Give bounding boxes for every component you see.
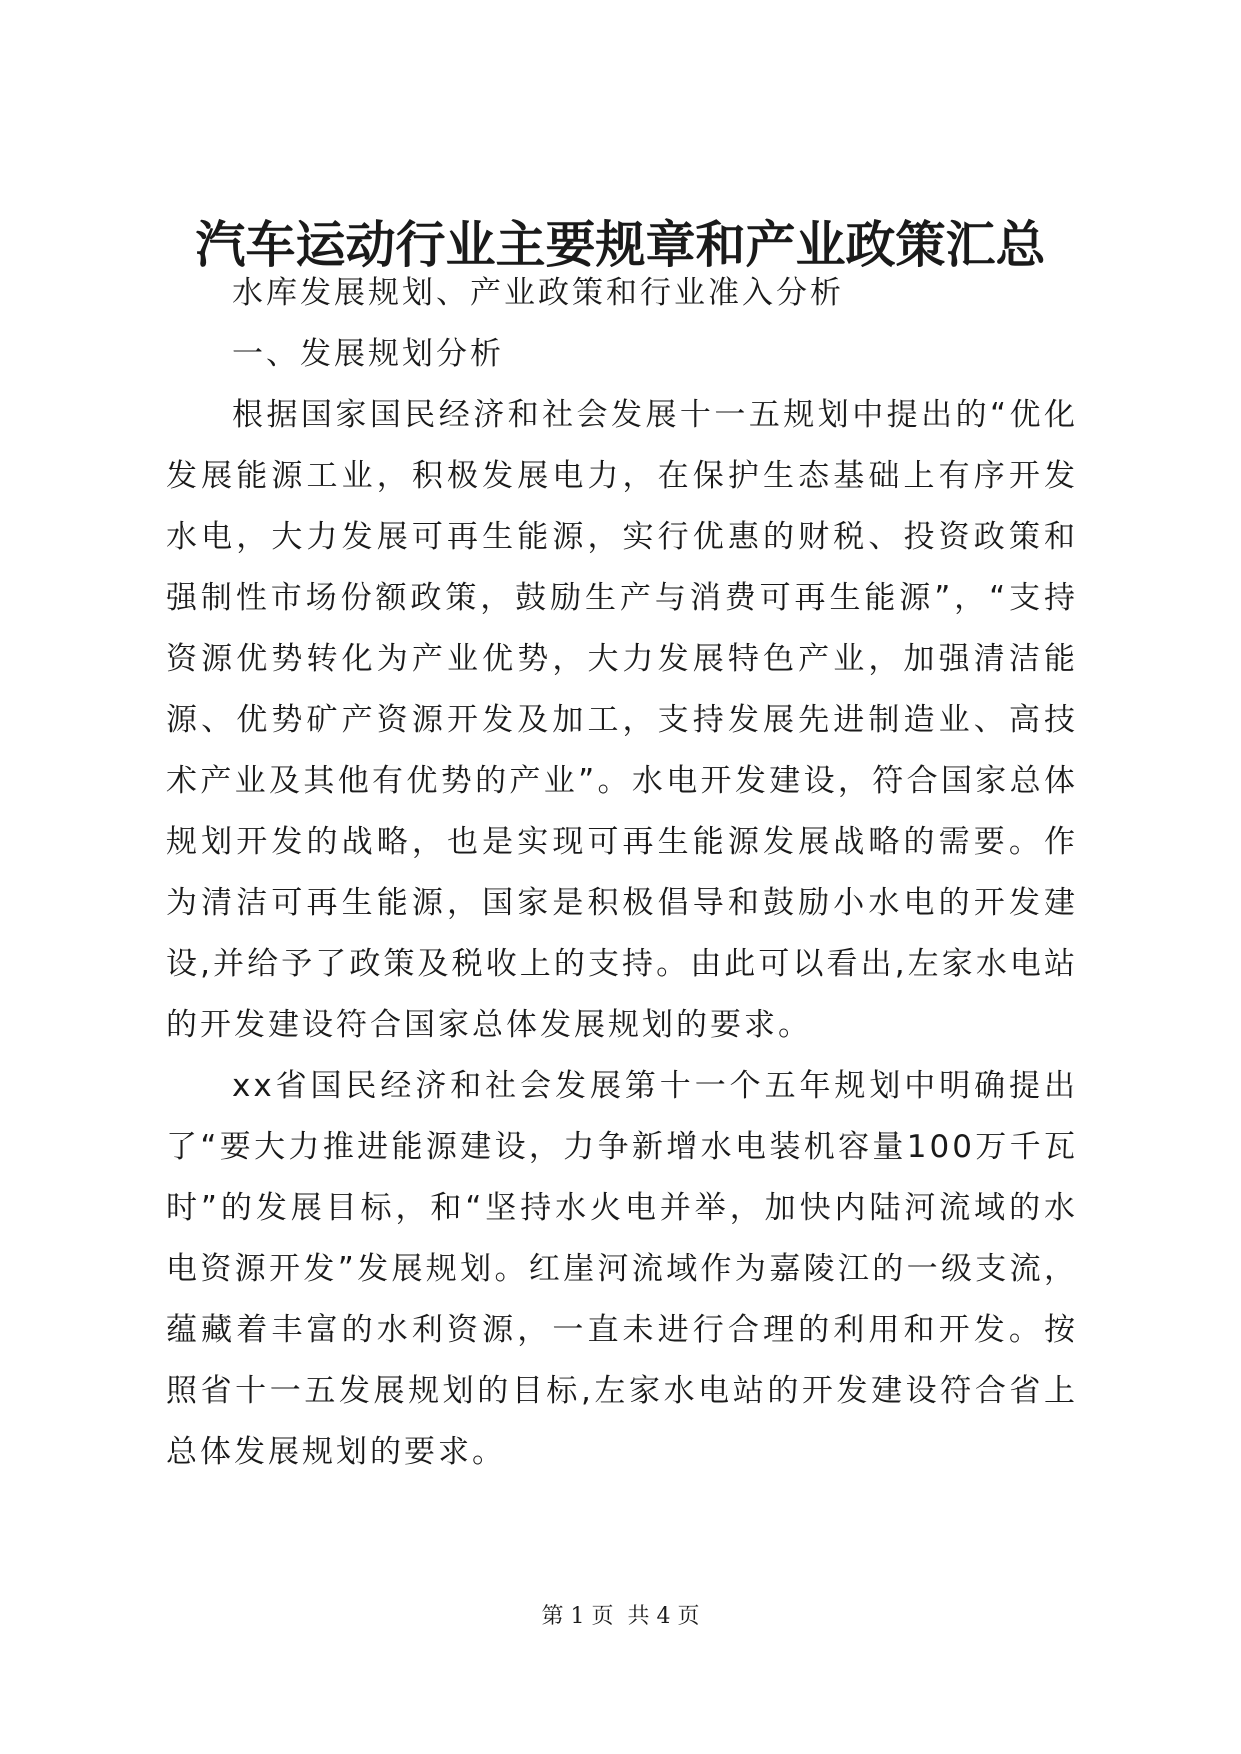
- document-title: 汽车运动行业主要规章和产业政策汇总: [195, 215, 1046, 274]
- page-footer: [0, 1602, 1241, 1632]
- section-heading: 一、发展规划分析: [232, 336, 504, 372]
- page-number-label: 第 1 页 共 4 页: [541, 1604, 700, 1629]
- body-paragraph: xx省国民经济和社会发展第十一个五年规划中明确提出了“要大力推进能源建设，力争新增水电装机容量100万千瓦时”的发展目标，和“坚持水火电并举，加快内陆河流域的水电资源开发”发展规划。红崖河流域作为嘉陵江的一级支流，蕴藏着丰富的水利资源，一直未进行合理的利用和开发。按照省十一五发展规划的目标,左家水电站的开发建设符合省上总体发展规划的要求。: [166, 1068, 1078, 1470]
- document-body: [166, 263, 1078, 1483]
- body-paragraph: 根据国家国民经济和社会发展十一五规划中提出的“优化发展能源工业，积极发展电力，在保护生态基础上有序开发水电，大力发展可再生能源，实行优惠的财税、投资政策和强制性市场份额政策，鼓励生产与消费可再生能源”，“支持资源优势转化为产业优势，大力发展特色产业，加强清洁能源、优势矿产资源开发及加工，支持发展先进制造业、高技术产业及其他有优势的产业”。水电开发建设，符合国家总体规划开发的战略，也是实现可再生能源发展战略的需要。作为清洁可再生能源，国家是积极倡导和鼓励小水电的开发建设,并给予了政策及税收上的支持。由此可以看出,左家水电站的开发建设符合国家总体发展规划的要求。: [166, 397, 1078, 1043]
- subtitle-paragraph: 水库发展规划、产业政策和行业准入分析: [232, 275, 844, 311]
